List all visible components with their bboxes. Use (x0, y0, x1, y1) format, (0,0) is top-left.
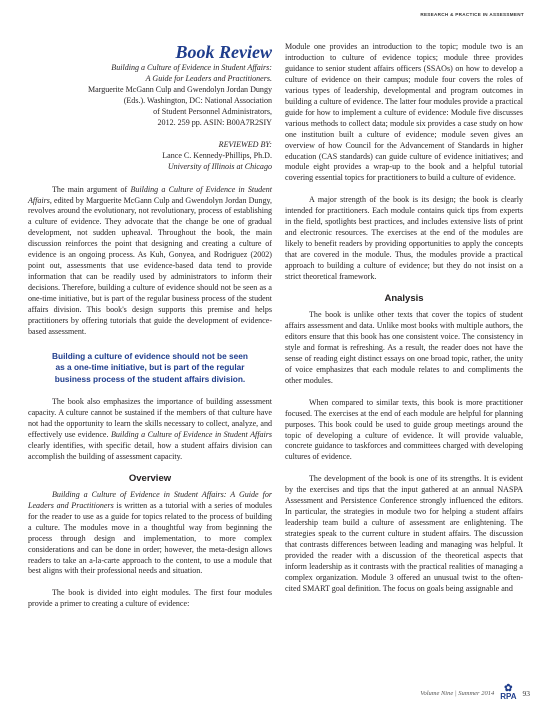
right-paragraph-3: The book is unlike other texts that cover the topics of student affairs assessment and data. Unlike most books with multiple authors, the editors ensure that this book has one consistent voice. The consistency in style and format is refreshing. As a result, the reader does not have the sense of reading eight distinct essays on one broad topic, rather, the unity of voice emphasizes that each module relates to and compliments the other modules. (285, 309, 523, 385)
overview-heading: Overview (128, 472, 172, 484)
right-column (285, 42, 523, 595)
book-title-line-2: A Guide for Leaders and Practitioners. (145, 73, 272, 83)
left-paragraph-3: Building a Culture of Evidence in Student Affairs: A Guide for Leaders and Practitioners is written as a tutorial with a series of modules for the reader to use as a guide for topics related to the process of building a culture. The modules move in a thoughtful way from beginning the process through design and implementation, to more complex considerations and can be done in order; however, the meta-design allows readers to take an a-la-carte approach to the content, to use a module that best aligns with their professional needs and situation. (28, 489, 272, 576)
right-paragraph-1: Module one provides an introduction to the topic; module two is an introduction to culture of evidence topics; module three provides guidance to senior student affairs officers (SSAOs) on how to develop a culture of evidence on their campus; module four covers the roles of various types of leadership, developmental and program outcomes in building a culture of evidence. The latter four modules provide a practical guide for how to implement a culture of evidence: Module five discusses various methods to collect data; module six provides a case study on how one institution built a culture of evidence; module seven gives an overview of how Council for the Advancement of Standards in higher education (CAS standards) can guide culture of evidence initiatives; and module eight provides a wrap-up to the book and a helpful tutorial covering essential topics for practitioners to build a culture of evidence. (285, 42, 523, 183)
book-meta-line-1: Marguerite McGann Culp and Gwendolyn Jordan Dungy (87, 84, 272, 94)
page-number: 93 (522, 688, 530, 698)
left-column (28, 42, 272, 610)
left-paragraph-4: The book is divided into eight modules. The first four modules provide a primer to creating a culture of evidence: (28, 588, 272, 609)
section-title: Book Review (175, 42, 272, 62)
reviewer-name: Lance C. Kennedy-Phillips, Ph.D. (162, 150, 272, 160)
right-paragraph-2: A major strength of the book is its design; the book is clearly intended for practitioners. Each module contains quick tips from experts in the field, spotlights best practices, and includes extensive lists of print and electronic resources. The exercises at the end of the modules are likely to benefit readers by providing opportunities to apply the concepts that are covered in the module. Thus, the modules provide a practical approach to building a culture of evidence; but they do not insist on a strict theoretical framework. (285, 195, 523, 282)
reviewer-affiliation: University of Illinois at Chicago (167, 161, 272, 171)
book-meta-line-4: 2012. 259 pp. ASIN: B00A7R2SIY (157, 117, 272, 127)
book-title-line-1: Building a Culture of Evidence in Student Affairs: (111, 63, 272, 72)
reviewed-by-label: REVIEWED BY: (218, 139, 272, 149)
page-footer (420, 685, 530, 701)
left-paragraph-1: The main argument of Building a Culture of Evidence in Student Affairs, edited by Marguerite McGann Culp and Gwendolyn Jordan Dungy, revolves around the evolutionary, not revolutionary, process of establishing a culture of evidence. They advocate that the change be one of gradual development, not sudden upheaval. Throughout the book, the main discussion reinforces the point that designing and creating a culture of evidence is an ongoing process. As Kuh, Gonyea, and Rodriguez (2002) point out, assessments that use evidence-based data tend to provide information that can be readily used by administrators to inform their decisions. Therefore, building a culture of evidence should not be seen as a one-time initiative, but is part of the regular business process of the student affairs division. This book's design supports this premise and helps practitioners by offering tutorials that guide the development of evidence-based assessment. (28, 184, 273, 336)
rpa-logo: ✿ RPA (500, 683, 517, 701)
analysis-heading: Analysis (384, 293, 424, 305)
left-paragraph-2: The book also emphasizes the importance of building assessment capacity. A culture cannot be sustained if the members of that culture have not had the opportunity to learn the skills necessary to collect, analyze, and effectively use evidence. Building a Culture of Evidence in Student Affairs clearly identifies, with specific detail, how a student affairs division can accomplish the building of assessment capacity. (28, 397, 273, 461)
book-meta-line-3: of Student Personnel Administrators, (153, 106, 272, 116)
running-head: RESEARCH & PRACTICE IN ASSESSMENT (420, 12, 524, 17)
book-meta-line-2: (Eds.). Washington, DC: National Association (123, 95, 272, 105)
journal-issue: Volume Nine | Summer 2014 (420, 689, 495, 697)
rpa-logo-icon: ✿ (504, 683, 513, 694)
right-paragraph-4: When compared to similar texts, this book is more practitioner focused. The exercises at the end of each module are helpful for planning purposes. This book could be used to guide group meetings around the topic of developing a culture of evidence. It will provide valuable, concrete guidance to taskforces and committees charged with developing cultures of evidence. (285, 397, 523, 462)
pull-quote: Building a culture of evidence should not be seen as a one-time initiative, but is part of the regular business process of the student affairs division. (52, 350, 248, 384)
right-paragraph-5: The development of the book is one of its strengths. It is evident by the exercises and tips that the input gathered at an annual NASPA Assessment and Persistence Conference strongly influenced the editors. In particular, the strategies in module two for helping a student affairs leadership team build a culture of assessment are enlightening. The strategies speak to the current culture in student affairs. The discussion that contrasts differences between leading and managing was helpful. It provided the reader with a discussion of the theoretical aspects that inform leadership as it contrasts with the practical realities of managing a complex organization. Module 3 offered an unusual twist to the often-cited SMART goal definition. The focus on goals being assignable and (285, 474, 523, 593)
